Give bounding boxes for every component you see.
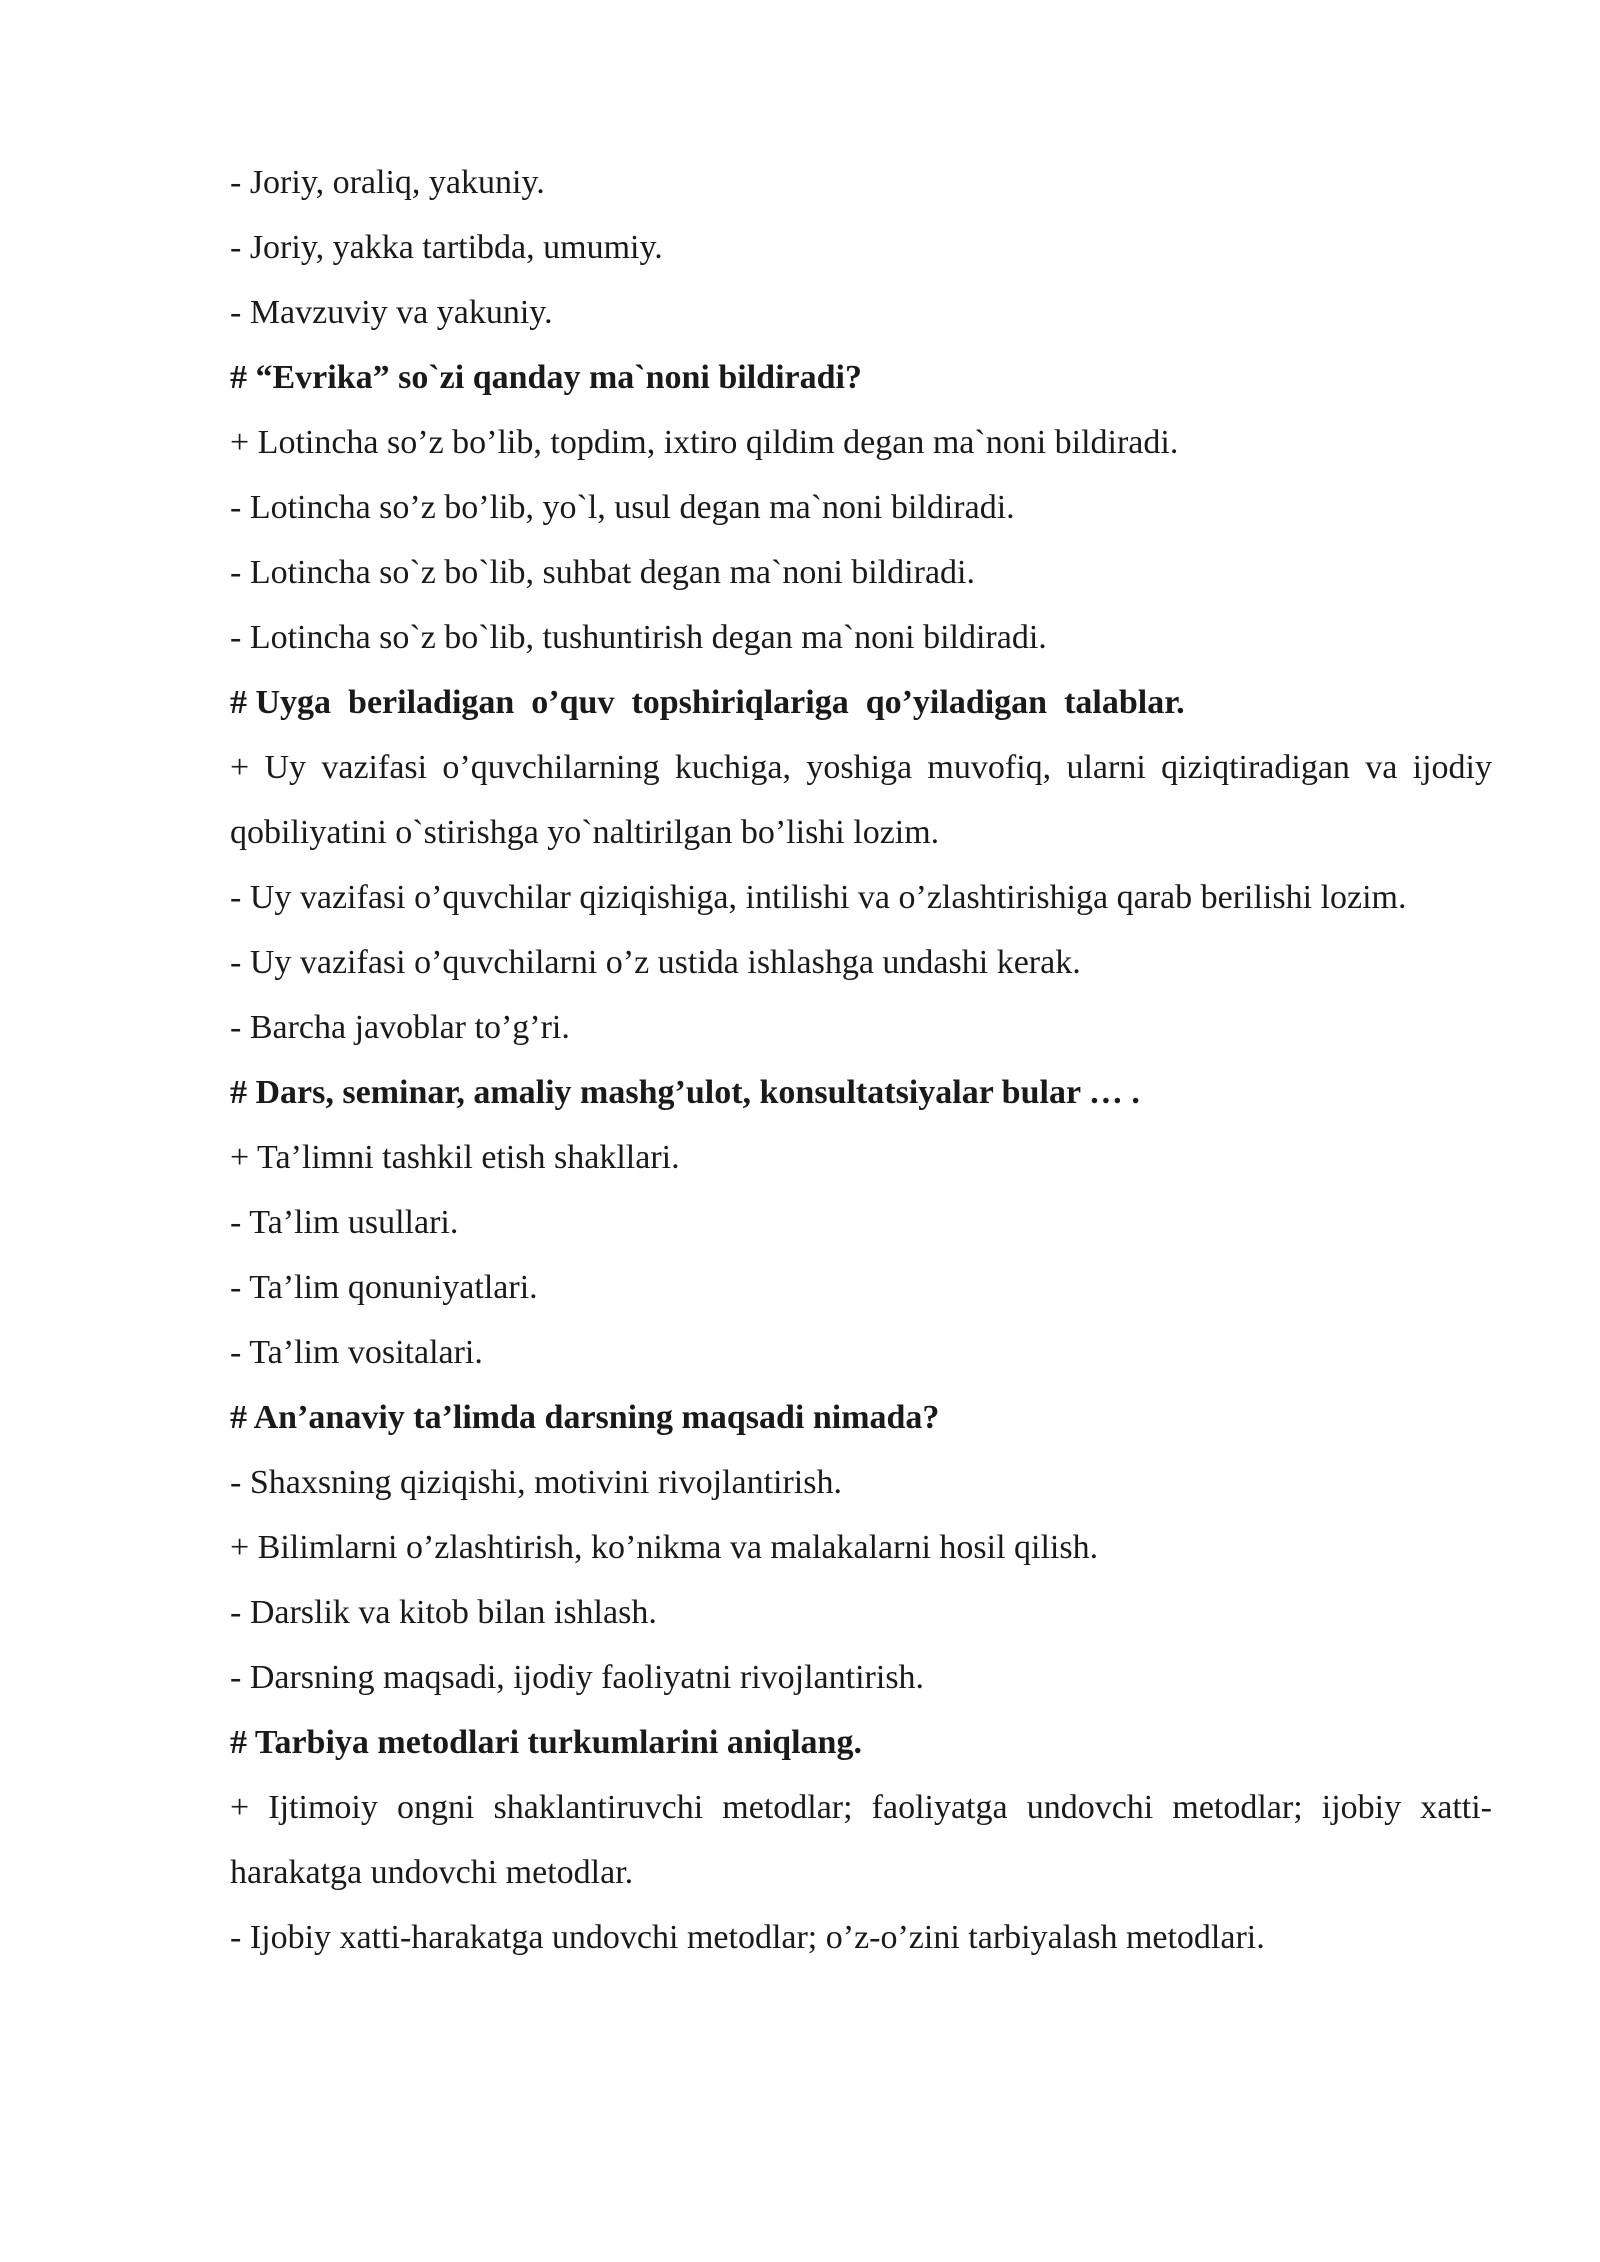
correct-answer-line: + Uy vazifasi o’quvchilarning kuchiga, yoshiga muvofiq, ularni qiziqtiradigan va ijodiy qobiliyatini o`stirishga yo`naltirilgan bo’lishi lozim.: [230, 749, 1492, 851]
option-line: - Ta’lim usullari.: [230, 1204, 459, 1241]
correct-answer-line: + Ta’limni tashkil etish shakllari.: [230, 1139, 680, 1176]
option-line: - Shaxsning qiziqishi, motivini rivojlantirish.: [230, 1464, 842, 1501]
correct-answer-line: + Bilimlarni o’zlashtirish, ko’nikma va malakalarni hosil qilish.: [230, 1529, 1099, 1566]
option-line: - Ijobiy xatti-harakatga undovchi metodlar; o’z-o’zini tarbiyalash metodlari.: [230, 1919, 1265, 1956]
option-line: - Darslik va kitob bilan ishlash.: [230, 1594, 657, 1631]
correct-answer-line: + Lotincha so’z bo’lib, topdim, ixtiro qildim degan ma`noni bildiradi.: [230, 424, 1179, 461]
document-page: [230, 150, 1492, 1970]
question-heading: # Uyga beriladigan o’quv topshiriqlariga qo’yiladigan talablar.: [230, 684, 1185, 721]
option-line: - Ta’lim vositalari.: [230, 1334, 483, 1371]
option-line: - Joriy, oraliq, yakuniy.: [230, 164, 545, 201]
option-line: - Darsning maqsadi, ijodiy faoliyatni rivojlantirish.: [230, 1659, 925, 1696]
option-line: - Ta’lim qonuniyatlari.: [230, 1269, 538, 1306]
question-heading: # “Evrika” so`zi qanday ma`noni bildiradi?: [230, 359, 862, 396]
question-heading: # Tarbiya metodlari turkumlarini aniqlang.: [230, 1724, 862, 1761]
option-line: - Uy vazifasi o’quvchilarni o’z ustida ishlashga undashi kerak.: [230, 944, 1081, 981]
option-line: - Joriy, yakka tartibda, umumiy.: [230, 229, 663, 266]
option-line: - Lotincha so`z bo`lib, suhbat degan ma`noni bildiradi.: [230, 554, 975, 591]
option-line: - Mavzuviy va yakuniy.: [230, 294, 553, 331]
option-line: - Lotincha so’z bo’lib, yo`l, usul degan ma`noni bildiradi.: [230, 489, 1015, 526]
option-line: - Uy vazifasi o’quvchilar qiziqishiga, intilishi va o’zlashtirishiga qarab berilishi lozim.: [230, 879, 1407, 916]
option-line: - Barcha javoblar to’g’ri.: [230, 1009, 570, 1046]
question-heading: # An’anaviy ta’limda darsning maqsadi nimada?: [230, 1399, 940, 1436]
option-line: - Lotincha so`z bo`lib, tushuntirish degan ma`noni bildiradi.: [230, 619, 1047, 656]
question-heading: # Dars, seminar, amaliy mashg’ulot, konsultatsiyalar bular … .: [230, 1074, 1140, 1111]
correct-answer-line: + Ijtimoiy ongni shaklantiruvchi metodlar; faoliyatga undovchi metodlar; ijobiy xatti-harakatga undovchi metodlar.: [230, 1789, 1492, 1891]
